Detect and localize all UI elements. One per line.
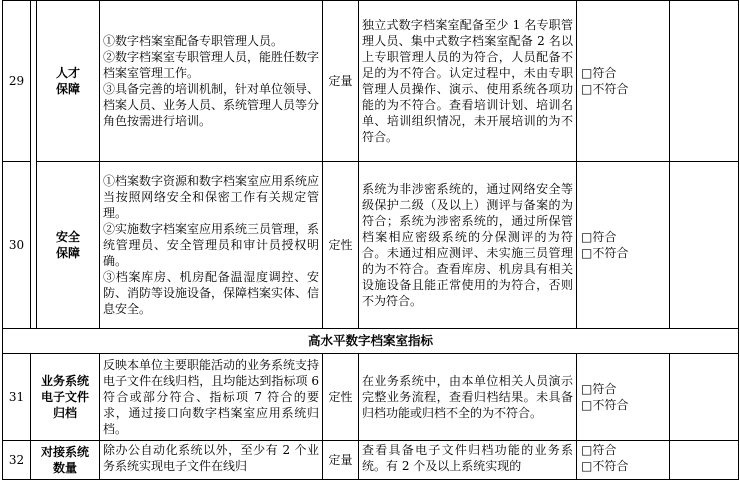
method-cell: 定性	[323, 162, 359, 329]
result-options: □符合 □不符合	[577, 162, 670, 329]
row-number: 29	[3, 1, 31, 162]
criteria-text: 系统为非涉密系统的，通过网络安全等级保护二级（及以上）测评与备案的为符合；系统为涉密系统的，通过所保管档案相应密级系统的分保测评的为符合。未通过相应测评、未实施三员管理的为不符合。查看库房、机房具有相关设施设备且能正常使用的为符合，否则不为符合。	[359, 162, 577, 329]
row-number: 31	[3, 354, 31, 441]
row-number: 32	[3, 441, 31, 480]
table-row	[3, 354, 739, 441]
method-cell: 定量	[323, 441, 359, 480]
method-cell: 定量	[323, 1, 359, 162]
remark-cell	[670, 1, 739, 162]
section-header-row	[3, 329, 739, 354]
row-number: 30	[3, 162, 31, 329]
table-row	[3, 1, 739, 162]
remark-cell	[670, 162, 739, 329]
result-options: □符合 □不符合	[577, 1, 670, 162]
table-row	[3, 441, 739, 480]
remark-cell	[670, 354, 739, 441]
item-name: 对接系统 数量	[31, 441, 100, 480]
item-name: 业务系统 电子文件 归档	[31, 354, 100, 441]
item-name: 安全 保障	[37, 162, 100, 329]
criteria-text: 在业务系统中，由本单位相关人员演示完整业务流程，查看归档结果。未具备归档功能或归档不全的为不符合。	[359, 354, 577, 441]
criteria-text: 独立式数字档案室配备至少 1 名专职管理人员、集中式数字档案室配备 2 名以上专职管理人员的为符合，人员配备不足的为不符合。认定过程中，未由专职管理人员操作、演示、使用系统各项功能的为不符合。查看培训计划、培训名单、培训组织情况，未开展培训的为不符合。	[359, 1, 577, 162]
result-options: □符合 □不符合	[577, 354, 670, 441]
criteria-text: 查看具备电子文件归档功能的业务系统。有 2 个及以上系统实现的	[359, 441, 577, 480]
evaluation-table	[2, 0, 739, 480]
item-name: 人才 保障	[37, 1, 100, 162]
requirement-text: ①数字档案室配备专职管理人员。 ②数字档案室专职管理人员，能胜任数字档案室管理工作。 ③具备完善的培训机制，针对单位领导、档案人员、业务人员、系统管理人员等分角色按需进行培训。	[100, 1, 323, 162]
result-options: □符合 □不符合	[577, 441, 670, 480]
requirement-text: 反映本单位主要职能活动的业务系统支持电子文件在线归档，且均能达到指标项 6 符合或部分符合、指标项 7 符合的要求，通过接口向数字档案室应用系统归档。	[100, 354, 323, 441]
table-row	[3, 162, 739, 329]
requirement-text: ①档案数字资源和数字档案室应用系统应当按照网络安全和保密工作有关规定管理。 ②实施数字档案室应用系统三员管理，系统管理员、安全管理员和审计员授权明确。 ③档案库房、机房配备温湿度调控、安防、消防等设施设备，保障档案实体、信息安全。	[100, 162, 323, 329]
requirement-text: 除办公自动化系统以外，至少有 2 个业务系统实现电子文件在线归	[100, 441, 323, 480]
method-cell: 定性	[323, 354, 359, 441]
section-title: 高水平数字档案室指标	[3, 329, 739, 354]
remark-cell	[670, 441, 739, 480]
